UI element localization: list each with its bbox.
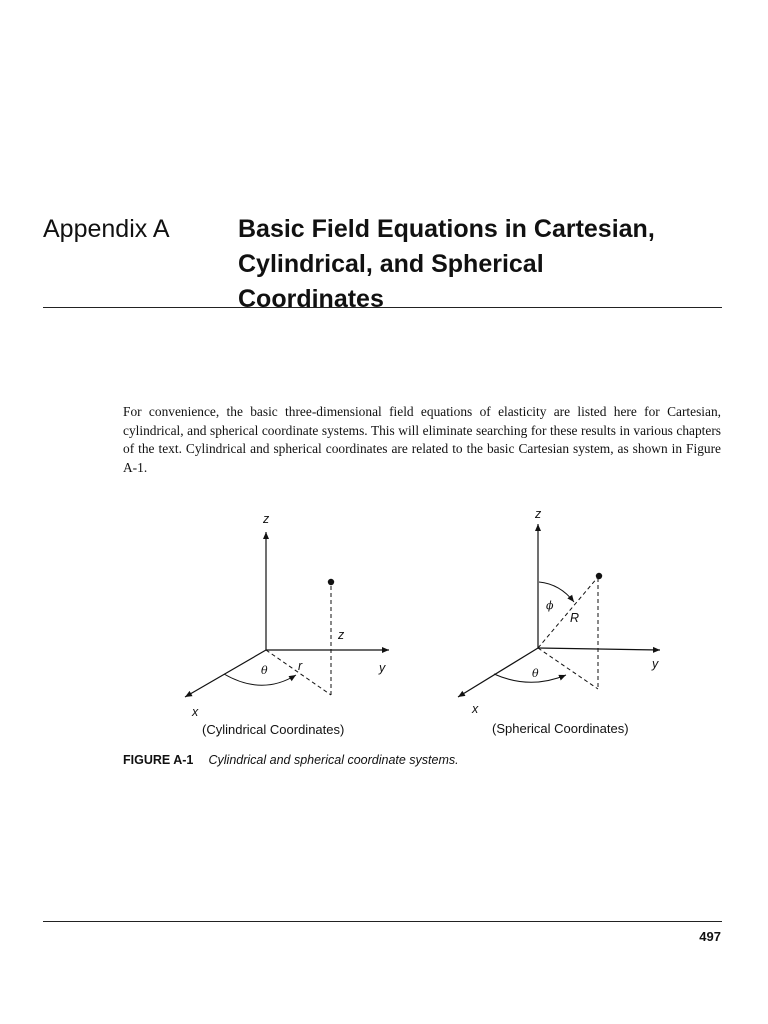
appendix-title-line-2: Cylindrical, and Spherical [238, 250, 544, 278]
cyl-x-axis-label: x [192, 705, 199, 719]
figure-caption [123, 753, 459, 768]
sph-y-axis-label: y [652, 657, 659, 671]
footer-rule [43, 921, 722, 922]
figure-a1 [0, 500, 768, 750]
sph-phi-label: ϕ [546, 599, 554, 612]
sph-theta-label: θ [532, 667, 539, 680]
cyl-radius-label: r [298, 659, 303, 673]
heading-rule [43, 307, 722, 308]
sph-y-axis [538, 648, 660, 650]
figure-a1-drawing [0, 500, 768, 750]
sph-point [596, 573, 602, 579]
cyl-x-axis [185, 650, 266, 697]
appendix-title-line-1: Basic Field Equations in Cartesian, [238, 215, 655, 243]
sph-radius-line [538, 577, 598, 648]
appendix-title [238, 212, 738, 317]
sph-z-axis-label: z [535, 507, 542, 521]
figure-caption-text: Cylindrical and spherical coordinate systems. [208, 753, 459, 767]
sph-projection-line [538, 648, 598, 689]
appendix-label: Appendix A [43, 215, 170, 243]
sph-x-axis [458, 648, 538, 697]
sph-radius-label: R [570, 611, 580, 625]
sph-theta-arc [494, 674, 566, 682]
intro-paragraph: For convenience, the basic three-dimensional field equations of elasticity are listed here for Cartesian, cylindrical, and spherical coordinate systems. This will eliminate searching for these results in various chapters of the text. Cylindrical and spherical coordinates are related to the basic Cartesian system, as shown in Figure A-1. [123, 404, 721, 475]
sph-x-axis-label: x [472, 702, 479, 716]
sph-phi-arc [539, 582, 574, 602]
page-number: 497 [699, 929, 721, 944]
cyl-theta-label: θ [261, 664, 268, 677]
sph-caption: (Spherical Coordinates) [492, 721, 629, 736]
appendix-title-line-3: Coordinates [238, 285, 384, 313]
cylindrical-diagram [185, 512, 389, 737]
cyl-point [328, 579, 334, 585]
cyl-height-label: z [338, 628, 345, 642]
cyl-y-axis-label: y [379, 661, 386, 675]
spherical-diagram [458, 507, 660, 736]
cyl-caption: (Cylindrical Coordinates) [202, 722, 345, 737]
cyl-z-axis-label: z [263, 512, 270, 526]
cyl-theta-arc [224, 674, 296, 685]
figure-caption-label: FIGURE A-1 [123, 753, 194, 767]
